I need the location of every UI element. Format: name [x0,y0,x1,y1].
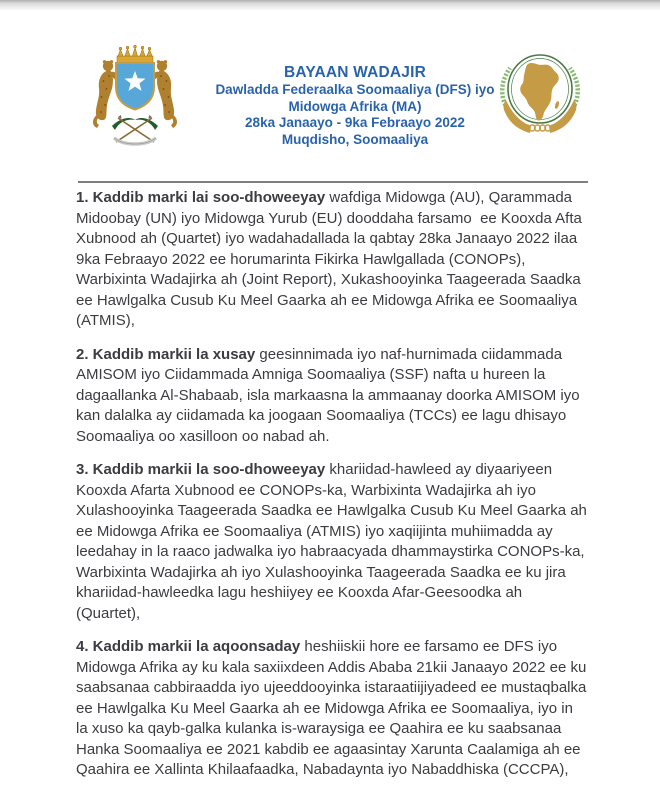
paragraph-1-lead: 1. Kaddib marki lai soo-dhoweeyay [76,189,326,206]
header-divider [78,181,588,183]
title-subtitle-1: Dawladda Federaalka Soomaaliya (DFS) iyo [215,82,495,97]
base-ornaments [112,115,158,144]
paragraph-2-lead: 2. Kaddib markii la xusay [76,345,256,363]
leopard-left [93,60,118,128]
paragraph-4 [76,637,591,781]
somalia-coat-of-arms-icon [80,42,190,152]
paragraph-1 [76,188,587,332]
paragraph-3-text: khariidad-hawleed ay diyaariyeen Kooxda Afarta Xubnood ee CONOPs-ka, Warbixinta Wadajirka ah iyo Xulashooyinka Taageerada Saadka ee Hawlgalka Cusub Ku Meel Gaarka ah ee Midowga Afrika ee Soomaaliya (ATMIS) iyo xaqiijinta muhiimadda ay leedahay in la raaco jadwalka iyo habraacyada dhammaystirka CONOPs-ka, Warbixinta Wadajirka ah iyo Xulashooyinka Taageerada Saadka ee ku jira khariidad-hawleedka lagu heshiiyey ee Kooxda Afar-Geesoodka ah [76,461,592,601]
au-rings [524,125,556,131]
au-madagascar [554,101,560,110]
paragraph-3 [76,460,592,624]
paragraph-1-text: wafdiga Midowga (AU), Qarammada Midoobay (UN) iyo Midowga Yurub (EU) dooddaha farsamo ee Kooxda Afta Xubnood ah (Quartet) iyo wadahadallada la qabtay 28ka Janaayo 2022 ilaa 9ka Febraayo 2022 ee horumarinta Fikirka Hawlgallada (CONOPs), Warbixinta Wadajirka ah (Joint Report), Xukashooyinka Taageerada Saadka ee Hawlgalka Cusub Ku Meel Gaarka ah ee Midowga Afrika ee Soomaaliya (ATMIS), [76,189,587,329]
page-top-shadow [0,0,660,11]
paragraph-3-lead: 3. Kaddib markii la soo-dhoweeyay [76,461,326,478]
title-block [200,63,510,148]
paragraph-4-text: heshiiskii hore ee farsamo ee DFS iyo Midowga Afrika ay ku kala saxiixdeen Addis Ababa 21kii Janaayo 2022 ee ku saabsanaa cabbiraadda iyo ujeeddooyinka istaraatiijiyadeed ee mustaqbalka ee Hawlgalka Ku Meel Gaarka ah ee Midowga Afrika ee Soomaaliya, iyo in la xuso ka qayb-galka kulanka is-waraysiga ee Qaahira ee ku saabsanaa Hanka Soomaaliya ee 2021 kabdib ee agaasintay Xarunta Caalamiga ah ee Qaahira ee Xallinta Khilaafaadka, Nabadaynta iyo Nabaddhiska (CCCPA), [76,638,591,778]
document-title: BAYAAN WADAJIR [283,64,427,81]
title-place-line: Muqdisho, Soomaaliya [281,131,429,147]
paragraph-4-lead: 4. Kaddib markii la aqoonsaday [76,638,301,655]
leopard-right [152,60,177,128]
paragraph-3-tail: (Quartet), [76,604,141,622]
somalia-coat-of-arms-svg [80,42,190,152]
paragraph-2 [76,345,587,448]
au-africa-map [520,63,558,121]
crown [117,45,153,62]
title-date-line: 28ka Janaayo - 9ka Febraayo 2022 [245,115,465,130]
paragraph-2-text: geesinnimada iyo naf-hurnimada ciidammada AMISOM iyo Ciidammada Amniga Soomaaliya (SSF) nafta u hureen la dagaallanka Al-Shabaab, isla markaasna la ammaanay doorka AMISOM iyo kan dalalka ay ciidamada ka joogaan Soomaaliya (TCCs) ee lagu dhisayo Soomaaliya oo xasilloon oo nabad ah. [76,345,584,445]
african-union-emblem-icon [487,44,593,144]
african-union-emblem-svg [487,44,593,144]
document-body [76,188,592,794]
title-subtitle-2: Midowga Afrika (MA) [288,98,422,114]
